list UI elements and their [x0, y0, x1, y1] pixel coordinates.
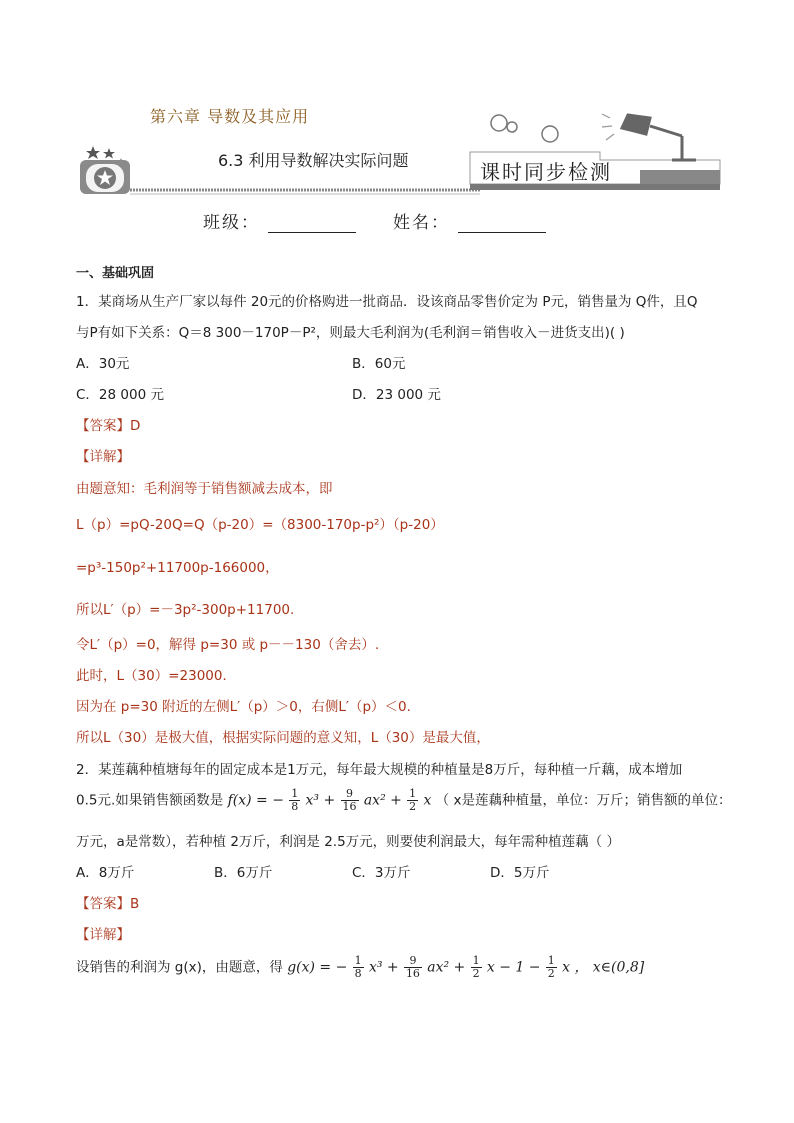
q1-line1: 1．某商场从生产厂家以每件 20元的价格购进一批商品．设该商品零售价定为 P元，销售量为 Q件，且Q [76, 294, 698, 310]
q2-function-name: f(x) = − [227, 792, 284, 809]
fraction [353, 955, 364, 980]
q2-solution-function: g(x) = − [287, 959, 348, 976]
q2-solution-line [76, 955, 644, 980]
class-field[interactable] [203, 208, 356, 233]
lamp-icon [622, 115, 696, 160]
bubble-icon [542, 126, 558, 142]
lesson-title: 6.3 利用导数解决实际问题 [218, 151, 409, 170]
q1-option-d: D．23 000 元 [352, 387, 441, 403]
q2-line2-prefix: 0.5元.如果销售额函数是 [76, 792, 224, 809]
q2-line3: 万元，a是常数），若种植 2万斤，利润是 2.5万元，则要使利润最大，每年需种植莲藕（ ） [76, 834, 620, 850]
fraction [341, 788, 359, 813]
math-term: x − 1 − [486, 959, 541, 976]
numerator: 1 [472, 954, 480, 967]
q1-option-a: A．30元 [76, 356, 130, 372]
badge-icon [80, 160, 130, 194]
math-term: x ， [562, 959, 589, 976]
q2-answer: 【答案】B [76, 896, 140, 912]
denominator: 2 [547, 967, 555, 980]
name-blank[interactable] [458, 214, 546, 233]
q1-line2: 与P有如下关系：Q＝8 300－170P－P²，则最大毛利润为(毛利润＝销售收入－进货支出)( ) [76, 325, 625, 341]
denominator: 16 [405, 967, 420, 980]
q2-option-b: B．6万斤 [214, 865, 273, 881]
q1-answer: 【答案】D [76, 418, 141, 434]
name-label: 姓名： [393, 213, 450, 233]
fraction [407, 788, 418, 813]
numerator: 1 [409, 787, 417, 800]
star-icon [103, 148, 115, 159]
denominator: 8 [354, 967, 362, 980]
denominator: 2 [472, 967, 480, 980]
math-term: ax² + [363, 792, 402, 809]
q2-option-d: D．5万斤 [490, 865, 550, 881]
section-title: 一、基础巩固 [76, 266, 155, 281]
light-rays [602, 114, 614, 140]
q1-solution-line: 所以L（30）是极大值，根据实际问题的意义知，L（30）是最大值， [76, 730, 490, 746]
q2-option-a: A．8万斤 [76, 865, 135, 881]
q1-solution-line: 由题意知：毛利润等于销售额减去成本，即 [76, 481, 333, 497]
q2-line2 [76, 788, 731, 813]
math-term: x³ + [368, 959, 399, 976]
fraction [471, 955, 482, 980]
q1-solution-line: 所以L′（p）=－3p²-300p+11700. [76, 602, 295, 618]
numerator: 1 [291, 787, 299, 800]
bubble-icon [507, 122, 517, 132]
q1-solution-line: 此时，L（30）=23000． [76, 668, 236, 684]
denominator: 16 [342, 800, 357, 813]
q1-solution-line: 因为在 p=30 附近的左侧L′（p）＞0，右侧L′（p）＜0. [76, 699, 411, 715]
q1-solution-line: =p³-150p²+11700p-166000， [76, 560, 279, 576]
q1-detail-label: 【详解】 [76, 449, 130, 465]
q1-solution-line: L（p）=pQ-20Q=Q（p-20）=（8300-170p-p²）（p-20） [76, 517, 444, 533]
fraction [546, 955, 557, 980]
math-term: x [423, 792, 432, 809]
q1-option-b: B．60元 [352, 356, 406, 372]
fraction [289, 788, 300, 813]
numerator: 9 [404, 955, 422, 968]
denominator: 2 [409, 800, 417, 813]
q1-option-c: C．28 000 元 [76, 387, 164, 403]
q2-solution-prefix: 设销售的利润为 g(x)，由题意，得 [76, 959, 288, 976]
star-icon [86, 146, 100, 159]
math-term: x³ + [305, 792, 336, 809]
q2-solution-domain: x∈(0,8] [592, 959, 645, 976]
q2-detail-label: 【详解】 [76, 927, 130, 943]
q2-option-c: C．3万斤 [352, 865, 411, 881]
q2-line2-suffix: （ x是莲藕种植量，单位：万斤；销售额的单位： [435, 792, 732, 809]
q1-solution-line: 令L′（p）=0，解得 p=30 或 p－－130（舍去）. [76, 637, 380, 653]
class-blank[interactable] [268, 214, 356, 233]
math-term: ax² + [427, 959, 466, 976]
numerator: 1 [547, 954, 555, 967]
denominator: 8 [291, 800, 299, 813]
fraction [404, 955, 422, 980]
chapter-title: 第六章 导数及其应用 [150, 107, 310, 126]
bubble-icon [491, 115, 507, 131]
numerator: 1 [354, 954, 362, 967]
class-label: 班级： [203, 213, 260, 233]
q2-line1: 2．某莲藕种植塘每年的固定成本是1万元，每年最大规模的种植量是8万斤，每种植一斤藕，成本增加 [76, 762, 683, 778]
name-field[interactable] [393, 208, 546, 233]
banner-title: 课时同步检测 [480, 160, 612, 184]
numerator: 9 [341, 788, 359, 801]
